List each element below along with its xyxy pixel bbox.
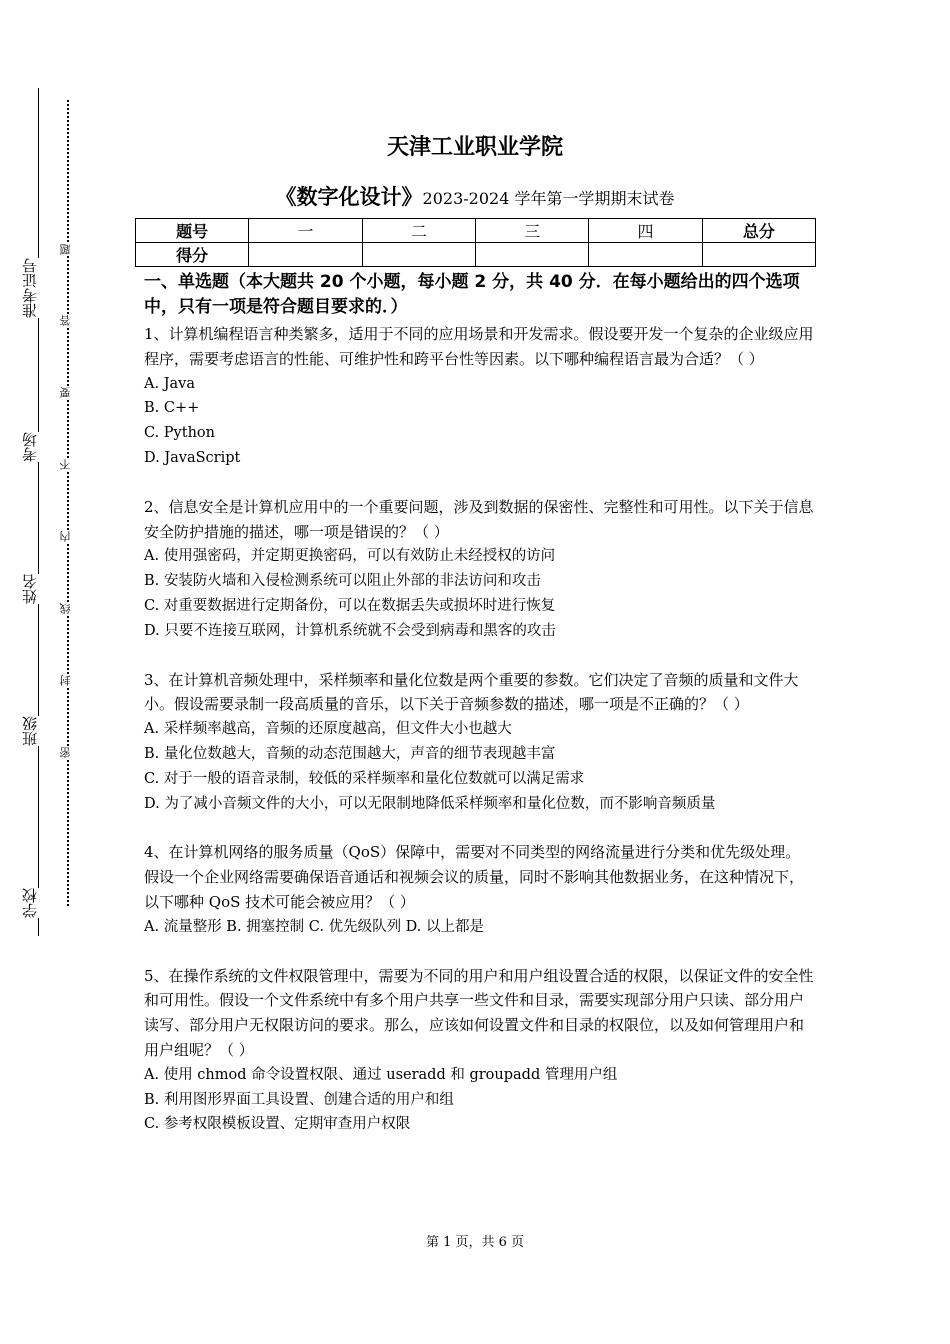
- option: A. 采样频率越高，音频的还原度越高，但文件大小也越大: [144, 721, 512, 738]
- option: B. C++: [144, 400, 200, 417]
- score-cell: [589, 243, 702, 267]
- question-stem: 3、在计算机音频处理中，采样频率和量化位数是两个重要的参数。它们决定了音频的质量和文件大小。假设需要录制一段高质量的音乐，以下关于音频参数的描述，哪一项是不正确的？（ ）: [144, 670, 799, 714]
- option: B. 安装防火墙和入侵检测系统可以阻止外部的非法访问和攻击: [144, 573, 541, 590]
- binding-label-school: 学校: [22, 888, 42, 918]
- option: C. 参考权限模板设置、定期审查用户权限: [144, 1116, 411, 1133]
- score-cell: [475, 243, 588, 267]
- table-cell: 二: [362, 219, 475, 243]
- option: C. 对于一般的语音录制，较低的采样频率和量化位数就可以满足需求: [144, 770, 585, 787]
- seal-char: 答: [59, 315, 72, 326]
- binding-label-class: 班级: [22, 716, 42, 746]
- option: C. 对重要数据进行定期备份，可以在数据丢失或损坏时进行恢复: [144, 597, 556, 614]
- page-number: 第 1 页，共 6 页: [425, 1235, 525, 1250]
- section-title: 一、单选题（本大题共 20 个小题，每小题 2 分，共 40 分．在每小题给出的四个选项中，只有一项是符合题目要求的．）: [144, 272, 800, 317]
- exam-content: [144, 270, 814, 1161]
- option: D. 为了减小音频文件的大小，可以无限制地降低采样频率和量化位数，而不影响音频质量: [144, 795, 716, 812]
- question-5: [144, 964, 814, 1138]
- option: A. Java: [144, 375, 195, 392]
- table-cell: 总分: [702, 219, 815, 243]
- question-4: [144, 840, 814, 939]
- option: B. 量化位数越大，音频的动态范围越大，声音的细节表现越丰富: [144, 745, 556, 762]
- seal-char: 要: [59, 387, 72, 398]
- option: A. 流量整形 B. 拥塞控制 C. 优先级队列 D. 以上都是: [144, 918, 485, 935]
- seal-char: 不: [59, 459, 72, 470]
- seal-char: 封: [59, 675, 72, 686]
- binding-label-name: 姓名: [22, 574, 42, 604]
- option: B. 利用图形界面工具设置、创建合适的用户和组: [144, 1091, 454, 1108]
- question-stem: 1、计算机编程语言种类繁多，适用于不同的应用场景和开发需求。假设要开发一个复杂的企业级应用程序，需要考虑语言的性能、可维护性和跨平台性等因素。以下哪种编程语言最为合适？（ ）: [144, 325, 814, 368]
- question-3: [144, 668, 814, 817]
- score-cell: [249, 243, 362, 267]
- option: D. 只要不连接互联网，计算机系统就不会受到病毒和黑客的攻击: [144, 622, 556, 639]
- score-cell: [362, 243, 475, 267]
- question-stem: 4、在计算机网络的服务质量（QoS）保障中，需要对不同类型的网络流量进行分类和优先级处理。假设一个企业网络需要确保语音通话和视频会议的质量，同时不影响其他数据业务，在这种情况下，以下哪种 QoS 技术可能会被应用？（ ）: [144, 843, 805, 911]
- question-stem: 5、在操作系统的文件权限管理中，需要为不同的用户和用户组设置合适的权限，以保证文件的安全性和可用性。假设一个文件系统中有多个用户共享一些文件和目录，需要实现部分用户只读、部分用户读写、部分用户无权限访问的要求。那么，应该如何设置文件和目录的权限位，以及如何管理用户和用户组呢？（ ）: [144, 966, 814, 1059]
- table-cell: 四: [589, 219, 702, 243]
- seal-dotted-line: [67, 100, 69, 906]
- course-name: 《数字化设计》: [275, 185, 423, 209]
- seal-char: 密: [59, 747, 72, 758]
- question-stem: 2、信息安全是计算机应用中的一个重要问题，涉及到数据的保密性、完整性和可用性。以下关于信息安全防护措施的描述，哪一项是错误的？（ ）: [144, 497, 814, 541]
- option: A. 使用强密码，并定期更换密码，可以有效防止未经授权的访问: [144, 548, 556, 565]
- table-cell: 三: [475, 219, 588, 243]
- seal-char: 题: [59, 244, 72, 255]
- table-cell: 题号: [136, 219, 249, 243]
- seal-char: 内: [59, 531, 72, 542]
- option: A. 使用 chmod 命令设置权限、通过 useradd 和 groupadd 管理用户组: [144, 1066, 618, 1083]
- exam-term: 2023-2024 学年第一学期期末试卷: [422, 189, 675, 208]
- table-cell: 一: [249, 219, 362, 243]
- seal-char: 线: [59, 603, 72, 614]
- binding-label-exam-room: 考场: [22, 432, 42, 462]
- binding-line: [38, 88, 39, 936]
- school-title: 天津工业职业学院: [386, 135, 563, 160]
- exam-title: [0, 181, 950, 211]
- question-1: [144, 322, 814, 471]
- question-2: [144, 495, 814, 644]
- table-row: [136, 243, 816, 267]
- score-table: [135, 218, 816, 267]
- table-row: [136, 219, 816, 243]
- score-cell: [702, 243, 815, 267]
- option: D. JavaScript: [144, 449, 241, 466]
- option: C. Python: [144, 425, 215, 442]
- table-cell: 得分: [136, 243, 249, 267]
- binding-label-exam-id: 准考证号: [22, 258, 42, 318]
